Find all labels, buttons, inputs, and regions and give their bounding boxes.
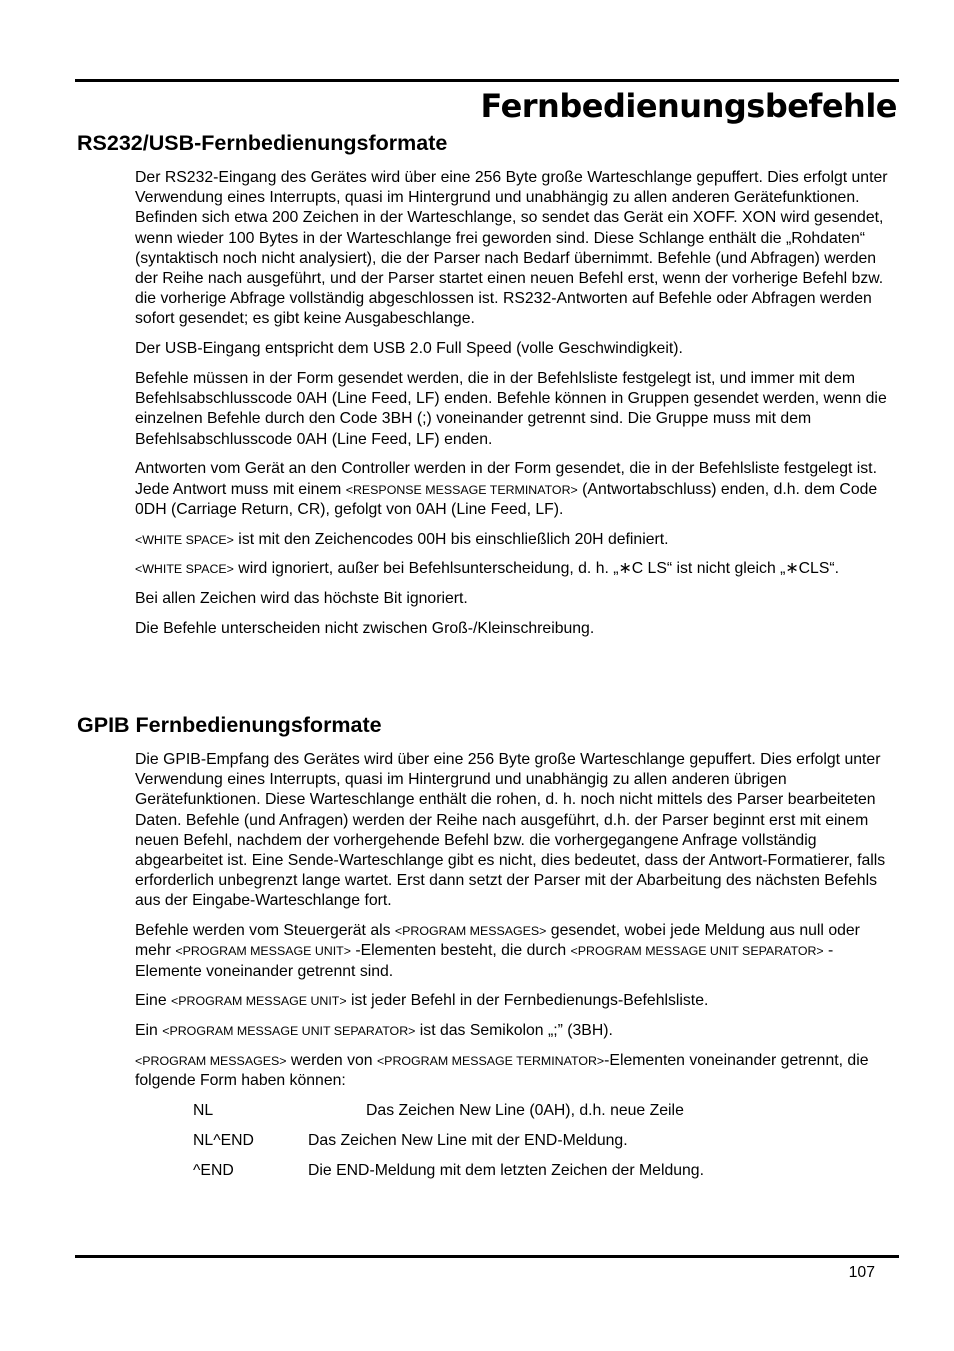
text: gesendet, wobei jede Meldung aus null oder mehr [135,922,860,960]
text: -Elementen besteht, die durch [350,942,571,960]
text: Antworten vom Gerät an den Controller werden in der Form gesendet, die in der Befehlsliste festgelegt ist. Jede Antwort muss mit einem [135,460,877,498]
terminator-key: NL^END [193,1132,254,1149]
text: -Elementen voneinander getrennt, die folgende Form haben können: [135,1052,869,1090]
term-program-messages: <PROGRAM MESSAGES> [135,1054,287,1069]
page-number: 107 [848,1264,875,1281]
terminator-description: Das Zeichen New Line mit der END-Meldung. [308,1132,628,1149]
paragraph: Die Befehle unterscheiden nicht zwischen Groß-/Kleinschreibung. [135,620,595,638]
term-program-messages: <PROGRAM MESSAGES> [394,924,547,939]
terminator-key: NL [193,1102,214,1120]
paragraph: Bei allen Zeichen wird das höchste Bit ignoriert. [135,590,468,608]
text: Eine [135,992,172,1010]
paragraph: Der USB-Eingang entspricht dem USB 2.0 Full Speed (volle Geschwindigkeit). [135,340,683,358]
paragraph [135,530,899,550]
term-white-space: <WHITE SPACE> [135,532,234,547]
terminator-row-nl-end [135,1131,899,1151]
terminator-row-end [135,1161,899,1181]
section-heading-rs232: RS232/USB-Fernbedienungsformate [77,131,448,155]
terminator-key: ^END [193,1161,234,1179]
section-body-gpib [135,750,899,1191]
paragraph: Die GPIB-Empfang des Gerätes wird über eine 256 Byte große Warteschlange gepuffert. Dies erfolgt unter Verwendung eines Interrupts, quasi im Hintergrund und unabhängig zu allen anderen übrigen Gerätefunktionen. Diese Warteschlange enthält die rohen, d. h. noch nicht mittels des Parser bearbeiteten Daten. Befehle (und Anfragen) werden der Reihe nach ausgeführt, d.h. der Parser beginnt erst mit einem neuen Befehl, nachdem der vorhergehende Befehl bzw. die vorhergegangene Anfrage vollständig abgearbeitet ist. Eine Sende-Warteschlange gibt es nicht, dies bedeutet, dass der Antwort-Formatierer, falls erforderlich unbegrenzt lange wartet. Erst dann setzt der Parser mit der Abarbeitung des nächsten Befehls aus der Eingabe-Warteschlange fort. [135,751,886,910]
paragraph [135,459,899,520]
term-white-space: <WHITE SPACE> [135,562,234,577]
text: werden von [286,1052,377,1070]
text: ist das Semikolon „;” (3BH). [415,1022,613,1040]
terminator-description: Die END-Meldung mit dem letzten Zeichen der Meldung. [308,1161,704,1179]
text: ist jeder Befehl in der Fernbedienungs-Befehlsliste. [346,992,709,1010]
text: wird ignoriert, außer bei Befehlsunterscheidung, d. h. „∗C LS“ ist nicht gleich „∗CLS“. [233,560,840,578]
term-program-message-unit-separator: <PROGRAM MESSAGE UNIT SEPARATOR> [162,1024,416,1039]
text: -Elemente voneinander getrennt sind. [135,942,834,980]
term-response-message-terminator: <RESPONSE MESSAGE TERMINATOR> [345,482,578,497]
term-program-message-unit-separator: <PROGRAM MESSAGE UNIT SEPARATOR> [570,944,824,959]
paragraph: Der RS232-Eingang des Gerätes wird über eine 256 Byte große Warteschlange gepuffert. Dies erfolgt unter Verwendung eines Interrupts, quasi im Hintergrund und unabhängig zu allen anderen Gerätefunktionen. Befinden sich etwa 200 Zeichen in der Warteschlange, so sendet das Gerät ein XOFF. XON wird gesendet, wenn wieder 100 Bytes in der Warteschlange frei geworden sind. Diese Schlange enthält die „Rohdaten“ (syntaktisch noch nicht analysiert), die der Parser nach Bedarf übernimmt. Befehle (und Abfragen) werden der Reihe nach ausgeführt, und der Parser startet einen neuen Befehl erst, wenn der vorherige Befehl bzw. die vorherige Abfrage vollständig abgeschlossen ist. RS232-Antworten auf Befehle oder Abfragen werden sofort gesendet; es gibt keine Ausgabeschlange. [135,169,888,328]
text: (Antwortabschluss) enden, d.h. dem Code 0DH (Carriage Return, CR), gefolgt von 0AH (Line Feed, LF). [135,480,878,518]
text: ist mit den Zeichencodes 00H bis einschließlich 20H definiert. [233,530,669,548]
paragraph: Befehle müssen in der Form gesendet werden, die in der Befehlsliste festgelegt ist, und immer mit dem Befehlsabschlusscode 0AH (Line Feed, LF) enden. Befehle können in Gruppen gesendet werden, wenn die einzelnen Befehle durch den Code 3BH (;) voneinander getrennt sind. Die Gruppe muss mit dem Befehlsabschlusscode 0AH (Line Feed, LF) enden. [135,370,887,448]
text: Ein [135,1022,163,1040]
top-rule [75,79,899,82]
paragraph [135,991,899,1011]
bottom-rule [75,1255,899,1258]
paragraph [135,559,899,579]
paragraph [135,1021,899,1041]
terminator-description: Das Zeichen New Line (0AH), d.h. neue Zeile [366,1102,684,1120]
page-title: Fernbedienungsbefehle [480,87,897,125]
section-heading-gpib: GPIB Fernbedienungsformate [77,713,382,737]
section-body-rs232 [135,168,899,649]
paragraph [135,921,899,982]
terminator-row-nl [135,1101,899,1121]
text: Befehle werden vom Steuergerät als [135,922,395,940]
paragraph [135,1051,899,1091]
term-program-message-terminator: <PROGRAM MESSAGE TERMINATOR> [376,1054,605,1069]
term-program-message-unit: <PROGRAM MESSAGE UNIT> [171,994,347,1009]
term-program-message-unit: <PROGRAM MESSAGE UNIT> [175,944,351,959]
